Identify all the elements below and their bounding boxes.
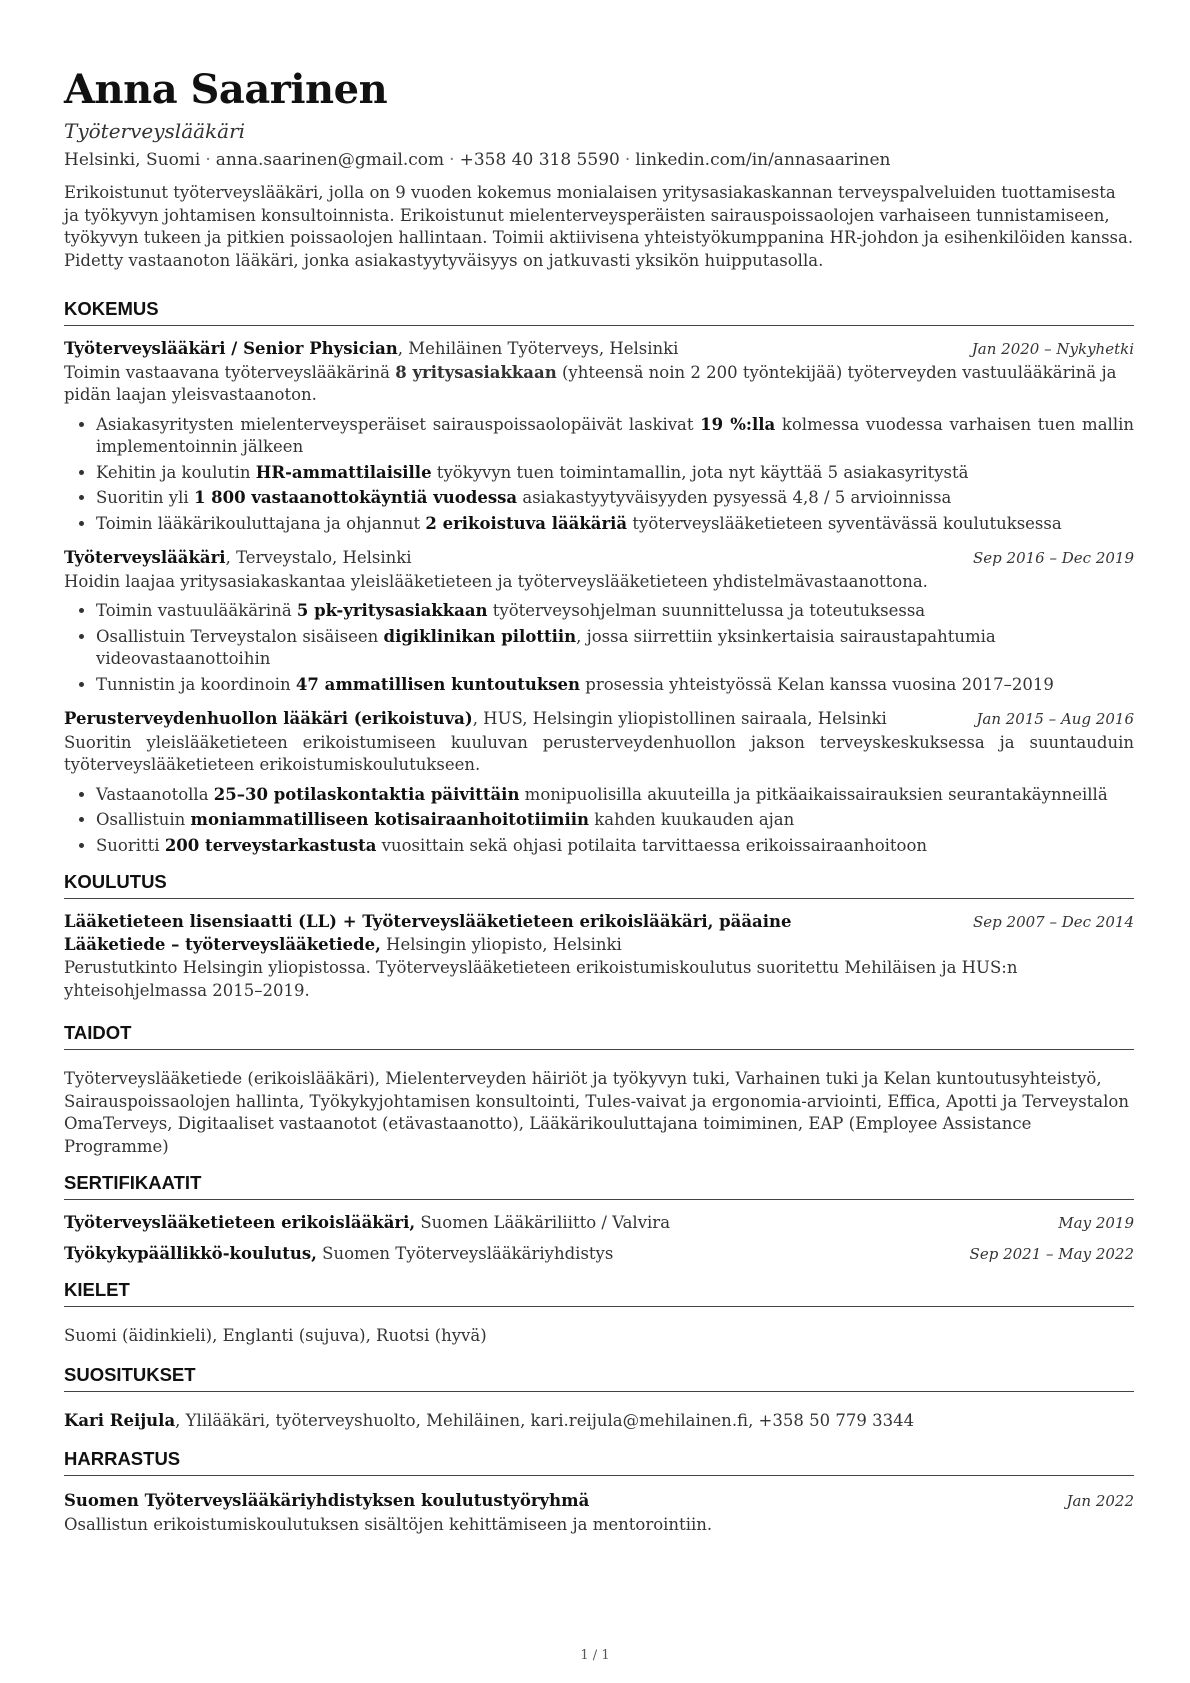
hobbies-section: [64, 1446, 1134, 1536]
references-section: [64, 1362, 1134, 1433]
text-run: Osallistuin: [96, 810, 191, 829]
achievement-item: [96, 414, 1134, 459]
contact-location: Helsinki, Suomi: [64, 150, 201, 170]
emphasized-text: 19 %:lla: [700, 414, 776, 434]
education-section: [64, 869, 1134, 1002]
achievement-item: [96, 462, 1134, 485]
section-heading-skills: TAIDOT: [64, 1020, 1134, 1050]
experience-section: [64, 296, 1134, 857]
skills-section: [64, 1020, 1134, 1158]
section-heading-education: KOULUTUS: [64, 869, 1134, 899]
achievement-item: [96, 809, 1134, 832]
emphasized-text: 2 erikoistuva lääkäriä: [425, 513, 628, 533]
job-title: Työterveyslääkäri / Senior Physician: [64, 339, 398, 358]
text-run: Suoritti: [96, 835, 165, 855]
contact-separator: ·: [624, 150, 631, 170]
job-title: Työterveyslääkäri: [64, 548, 226, 567]
section-heading-certificates: SERTIFIKAATIT: [64, 1170, 1134, 1200]
education-date: Sep 2007 – Dec 2014: [973, 913, 1134, 931]
job-description: [64, 362, 1134, 407]
text-run: työkyvyn tuen toimintamallin, jota nyt käyttää 5 asiakasyritystä: [431, 462, 969, 482]
job-title-line: [64, 547, 412, 570]
reference-item: [64, 1410, 1134, 1433]
achievement-item: [96, 674, 1134, 697]
emphasized-text: 200 terveystarkastusta: [164, 835, 377, 855]
experience-entry: [64, 338, 1134, 535]
certificate-date: May 2019: [1058, 1214, 1134, 1232]
experience-entry: [64, 708, 1134, 857]
contact-line: [64, 148, 1134, 172]
text-run: monipuolisilla akuuteilla ja pitkäaikaissairauksien seurantakäynneillä: [519, 784, 1108, 804]
job-description: [64, 732, 1134, 777]
job-date: Jan 2020 – Nykyhetki: [971, 340, 1134, 358]
section-heading-experience: KOKEMUS: [64, 296, 1134, 326]
experience-list: [64, 338, 1134, 857]
emphasized-text: 25–30 potilaskontaktia päivittäin: [213, 784, 520, 804]
certificate-item: [64, 1212, 1134, 1235]
achievement-item: [96, 487, 1134, 510]
certificates-section: [64, 1170, 1134, 1265]
job-title: Perusterveydenhuollon lääkäri (erikoistuva): [64, 709, 473, 728]
experience-entry-header: [64, 338, 1134, 361]
experience-entry-header: [64, 547, 1134, 570]
languages-section: [64, 1277, 1134, 1348]
certificate-name: Työterveyslääketieteen erikoislääkäri,: [64, 1213, 416, 1232]
text-run: asiakastyytyväisyyden pysyessä 4,8 / 5 arvioinnissa: [517, 488, 952, 507]
education-entry: [64, 911, 1134, 1002]
achievement-item: [96, 784, 1134, 807]
education-school: Helsingin yliopisto, Helsinki: [380, 934, 622, 954]
text-run: työterveyslääketieteen syventävässä koulutuksessa: [627, 513, 1062, 533]
candidate-name: Anna Saarinen: [64, 66, 388, 113]
emphasized-text: moniammatilliseen kotisairaanhoitotiimiin: [190, 810, 589, 829]
profile-summary: Erikoistunut työterveyslääkäri, jolla on 9 vuoden kokemus monialaisen yritysasiakaskannan terveyspalveluiden tuottamisesta ja työkyvyn johtamisen konsultoinnista. Erikoistunut mielenterveysperäisten sairauspoissaolojen varhaiseen tunnistamiseen, työkyvyn tukeen ja pitkien poissaolojen hallintaan. Toimii aktiivisena yhteistyökumppanina HR-johdon ja esihenkilöiden kanssa. Pidetty vastaanoton lääkäri, jonka asiakastyytyväisyys on jatkuvasti yksikön huipputasolla.: [64, 183, 1134, 270]
hobby-description: Osallistun erikoistumiskoulutuksen sisältöjen kehittämiseen ja mentorointiin.: [64, 1514, 713, 1534]
certificate-item: [64, 1243, 1134, 1266]
text-run: Toimin vastuulääkärinä: [96, 601, 297, 620]
job-date: Jan 2015 – Aug 2016: [976, 710, 1134, 728]
education-title: [64, 911, 844, 956]
hobby-name: Suomen Työterveyslääkäriyhdistyksen koulutustyöryhmä: [64, 1491, 590, 1510]
section-heading-hobbies: HARRASTUS: [64, 1446, 1134, 1476]
contact-email[interactable]: anna.saarinen@gmail.com: [215, 150, 445, 170]
job-employer: , Mehiläinen Työterveys, Helsinki: [397, 339, 679, 358]
resume-page: [64, 58, 1134, 1536]
text-run: Osallistuin Terveystalon sisäiseen: [96, 626, 384, 646]
page-number: 1 / 1: [580, 1648, 610, 1663]
job-title-line: [64, 338, 678, 361]
contact-phone[interactable]: +358 40 318 5590: [459, 150, 620, 170]
certificate-name: Työkykypäällikkö-koulutus,: [64, 1243, 317, 1263]
reference-name: Kari Reijula: [64, 1410, 176, 1430]
contact-separator: ·: [449, 150, 455, 170]
text-run: vuosittain sekä ohjasi potilaita tarvittaessa erikoissairaanhoitoon: [376, 835, 928, 855]
achievement-item: [96, 513, 1134, 536]
experience-entry-header: [64, 708, 1134, 731]
emphasized-text: HR-ammattilaisille: [255, 462, 432, 482]
job-employer: , Terveystalo, Helsinki: [225, 548, 412, 567]
candidate-role: Työterveyslääkäri: [64, 119, 246, 143]
education-degree: Lääketieteen lisensiaatti (LL) + Työterveyslääketieteen erikoislääkäri, pääaine Lääketiede – työterveyslääketiede,: [64, 912, 792, 954]
certificate-issuer: Suomen Työterveyslääkäriyhdistys: [316, 1243, 614, 1263]
contact-linkedin[interactable]: linkedin.com/in/annasaarinen: [635, 150, 891, 170]
achievement-item: [96, 600, 1134, 623]
text-run: Asiakasyritysten mielenterveysperäiset sairauspoissaolopäivät laskivat: [96, 414, 701, 434]
job-title-line: [64, 708, 887, 731]
certificate-issuer: Suomen Lääkäriliitto / Valvira: [415, 1213, 671, 1232]
text-run: Suoritin yli: [96, 488, 194, 507]
emphasized-text: 5 pk-yritysasiakkaan: [296, 601, 488, 620]
text-run: Toimin lääkärikouluttajana ja ohjannut: [96, 513, 426, 533]
emphasized-text: 1 800 vastaanottokäyntiä vuodessa: [193, 488, 518, 507]
experience-entry: [64, 547, 1134, 696]
text-run: kahden kuukauden ajan: [589, 810, 795, 829]
text-run: (yhteensä noin 2 200 työntekijää) työterveyden vastuulääkärinä ja pidän laajan yleisvastaanoton.: [64, 362, 1117, 404]
certificate-title: [64, 1243, 613, 1266]
text-run: prosessia yhteistyössä Kelan kanssa vuosina 2017–2019: [580, 674, 1054, 694]
section-heading-references: SUOSITUKSET: [64, 1362, 1134, 1392]
achievement-item: [96, 835, 1134, 858]
job-description: [64, 571, 1134, 594]
emphasized-text: 47 ammatillisen kuntoutuksen: [295, 674, 581, 694]
contact-separator: ·: [205, 150, 211, 170]
achievement-item: [96, 626, 1134, 671]
text-run: kolmessa vuodessa varhaisen tuen mallin implementoinnin jälkeen: [96, 414, 1134, 456]
job-achievements: [64, 600, 1134, 696]
certificate-title: [64, 1212, 670, 1235]
languages-list: Suomi (äidinkieli), Englanti (sujuva), Ruotsi (hyvä): [64, 1326, 487, 1345]
hobby-title: [64, 1490, 589, 1513]
hobby-date: Jan 2022: [1066, 1492, 1134, 1510]
text-run: Hoidin laajaa yritysasiakaskantaa yleislääketieteen ja työterveyslääketieteen yhdistelmävastaanottona.: [64, 571, 928, 591]
text-run: työterveysohjelman suunnittelussa ja toteutuksessa: [487, 601, 926, 620]
text-run: , jossa siirrettiin yksinkertaisia sairaustapahtumia videovastaanottoihin: [96, 626, 996, 668]
reference-details: , Ylilääkäri, työterveyshuolto, Mehiläinen, kari.reijula@mehilainen.fi, +358 50 779 3344: [175, 1410, 915, 1430]
text-run: Tunnistin ja koordinoin: [96, 674, 296, 694]
job-achievements: [64, 784, 1134, 858]
job-achievements: [64, 414, 1134, 536]
hobby-header: [64, 1490, 1134, 1513]
text-run: Suoritin yleislääketieteen erikoistumiseen kuuluvan perusterveydenhuollon jakson terveyskeskuksessa ja suuntauduin työterveyslääketieteen erikoistumiskoulutukseen.: [64, 732, 1134, 774]
job-employer: , HUS, Helsingin yliopistollinen sairaala, Helsinki: [472, 709, 887, 728]
section-heading-languages: KIELET: [64, 1277, 1134, 1307]
text-run: Vastaanotolla: [96, 784, 214, 804]
text-run: Kehitin ja koulutin: [96, 462, 256, 482]
emphasized-text: digiklinikan pilottiin: [383, 626, 577, 646]
education-description: Perustutkinto Helsingin yliopistossa. Työterveyslääketieteen erikoistumiskoulutus suoritettu Mehiläisen ja HUS:n yhteisohjelmassa 2015–2019.: [64, 958, 1018, 1000]
emphasized-text: 8 yritysasiakkaan: [395, 362, 557, 382]
certificate-date: Sep 2021 – May 2022: [969, 1244, 1134, 1263]
education-entry-header: [64, 911, 1134, 956]
skills-list: Työterveyslääketiede (erikoislääkäri), Mielenterveyden häiriöt ja työkyvyn tuki, Varhainen tuki ja Kelan kuntoutusyhteistyö, Sairauspoissaolojen hallinta, Työkykyjohtamisen konsultointi, Tules-vaivat ja ergonomia-arviointi, Effica, Apotti ja Terveystalon OmaTerveys, Digitaaliset vastaanotot (etävastaanotto), Lääkärikouluttajana toimiminen, EAP (Employee Assistance Programme): [64, 1069, 1129, 1156]
text-run: Toimin vastaavana työterveyslääkärinä: [64, 362, 396, 382]
job-date: Sep 2016 – Dec 2019: [973, 549, 1134, 567]
